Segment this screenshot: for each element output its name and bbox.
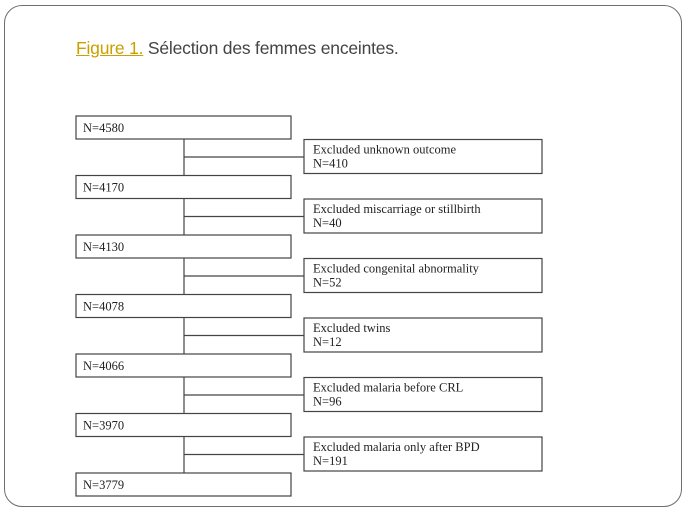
exclusion-reason: Excluded malaria only after BPD [313,440,480,454]
exclusion-reason: Excluded twins [313,321,391,335]
exclusion-count: N=40 [313,216,342,230]
exclusion-count: N=191 [313,454,348,468]
count-label: N=4066 [83,359,125,373]
count-box [76,473,291,496]
count-box [76,235,291,258]
exclusion-box [304,259,542,293]
count-label: N=4078 [83,299,125,314]
figure-caption: Sélection des femmes enceintes. [143,38,399,58]
count-box [76,295,291,318]
count-label: N=4170 [83,180,125,195]
exclusion-count: N=96 [313,394,342,409]
count-label: N=4130 [83,240,125,254]
count-label: N=4580 [83,121,125,135]
count-box [76,116,291,139]
exclusion-count: N=52 [313,275,342,290]
count-label: N=3970 [83,418,125,433]
exclusion-count: N=410 [313,156,348,171]
figure-link[interactable]: Figure 1. [76,38,144,58]
exclusion-box [304,437,542,471]
count-label: N=3779 [83,478,125,492]
count-box [76,176,291,199]
exclusion-box [304,140,542,174]
exclusion-reason: Excluded congenital abnormality [313,261,479,276]
exclusion-count: N=12 [313,335,342,349]
exclusion-box [304,199,542,233]
exclusion-reason: Excluded unknown outcome [313,142,457,157]
count-box [76,414,291,437]
exclusion-box [304,378,542,412]
exclusion-reason: Excluded malaria before CRL [313,380,464,395]
exclusion-reason: Excluded miscarriage or stillbirth [313,202,481,216]
count-box [76,354,291,377]
exclusion-box [304,318,542,352]
